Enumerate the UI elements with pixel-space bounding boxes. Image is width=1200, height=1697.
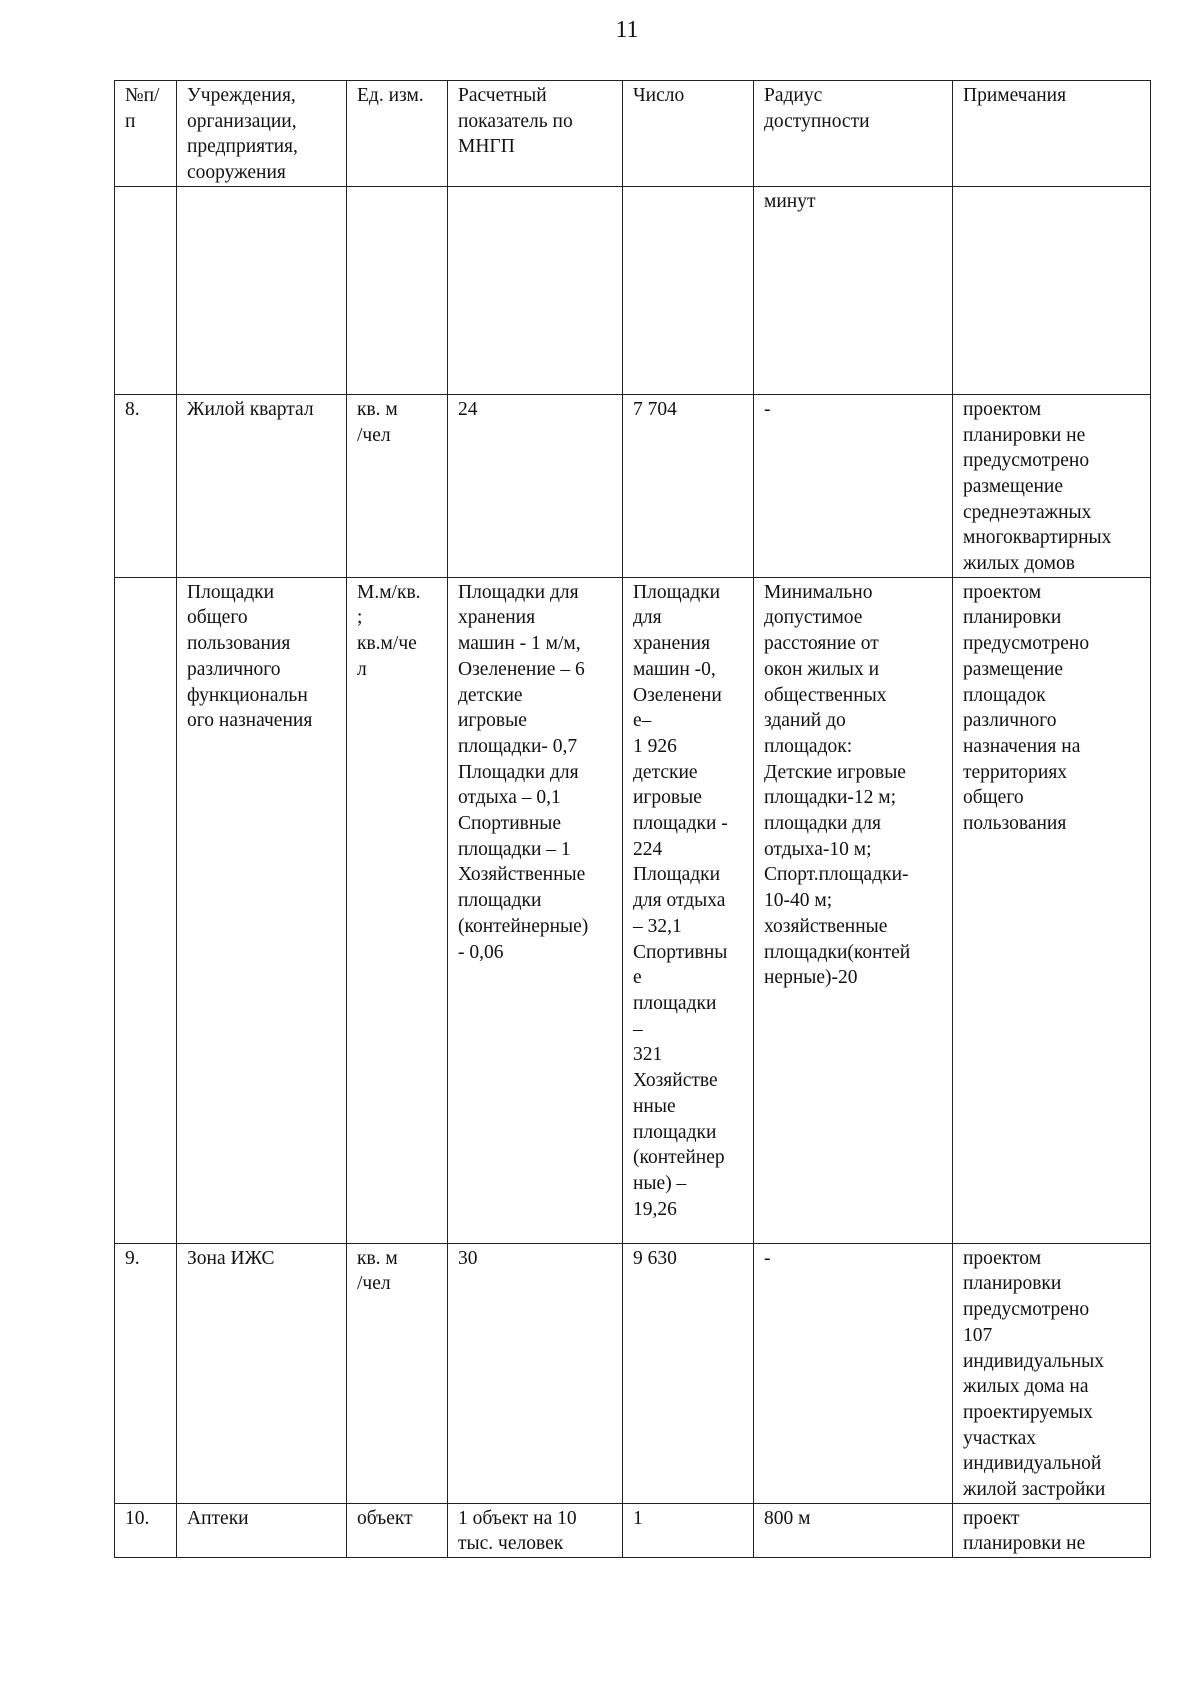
cell-radius: - — [754, 394, 953, 577]
header-cell-unit: Ед. изм. — [347, 81, 448, 187]
cell-unit: объект — [347, 1503, 448, 1557]
cell-norm: 30 — [448, 1243, 623, 1503]
cell-name: Аптеки — [177, 1503, 347, 1557]
cell-unit: кв. м /чел — [347, 1243, 448, 1503]
cell-name: Зона ИЖС — [177, 1243, 347, 1503]
cell-norm: Площадки для хранения машин - 1 м/м, Озеленение – 6 детские игровые площадки- 0,7 Площадки для отдыха – 0,1 Спортивные площадки – 1 Хозяйственные площадки (контейнерные) - 0,06 — [448, 577, 623, 1243]
header-cell-radius: Радиус доступности — [754, 81, 953, 187]
cell-norm — [448, 186, 623, 394]
header-cell-notes: Примечания — [953, 81, 1151, 187]
header-cell-count: Число — [623, 81, 754, 187]
header-cell-institutions: Учреждения, организации, предприятия, сооружения — [177, 81, 347, 187]
page-number: 11 — [615, 17, 639, 43]
cell-count: Площадки для хранения машин -0, Озеленени е– 1 926 детские игровые площадки - 224 Площадки для отдыха – 32,1 Спортивны е площадки – 321 Хозяйстве нные площадки (контейнер ные) – 19,26 — [623, 577, 754, 1243]
table-row — [115, 186, 1151, 394]
cell-number — [115, 186, 177, 394]
table-row — [115, 394, 1151, 577]
cell-number: 9. — [115, 1243, 177, 1503]
cell-note: проектом планировки предусмотрено 107 индивидуальных жилых дома на проектируемых участках индивидуальной жилой застройки — [953, 1243, 1151, 1503]
facilities-table — [114, 80, 1151, 1558]
cell-number — [115, 577, 177, 1243]
cell-note: проектом планировки предусмотрено размещение площадок различного назначения на территориях общего пользования — [953, 577, 1151, 1243]
cell-radius: Минимально допустимое расстояние от окон жилых и общественных зданий до площадок: Детские игровые площадки-12 м; площадки для отдыха-10 м; Спорт.площадки- 10-40 м; хозяйственные площадки(контей нерные)-20 — [754, 577, 953, 1243]
cell-note — [953, 186, 1151, 394]
cell-name: Жилой квартал — [177, 394, 347, 577]
cell-unit: М.м/кв. ; кв.м/че л — [347, 577, 448, 1243]
header-cell-norm: Расчетный показатель по МНГП — [448, 81, 623, 187]
cell-number: 10. — [115, 1503, 177, 1557]
table-row — [115, 577, 1151, 1243]
cell-count: 7 704 — [623, 394, 754, 577]
table-row — [115, 1503, 1151, 1557]
cell-note: проектом планировки не предусмотрено размещение среднеэтажных многоквартирных жилых домов — [953, 394, 1151, 577]
cell-radius: минут — [754, 186, 953, 394]
cell-count — [623, 186, 754, 394]
cell-norm: 1 объект на 10 тыс. человек — [448, 1503, 623, 1557]
cell-note: проект планировки не — [953, 1503, 1151, 1557]
cell-count: 1 — [623, 1503, 754, 1557]
cell-radius: - — [754, 1243, 953, 1503]
cell-name — [177, 186, 347, 394]
cell-count: 9 630 — [623, 1243, 754, 1503]
cell-norm: 24 — [448, 394, 623, 577]
cell-unit: кв. м /чел — [347, 394, 448, 577]
cell-number: 8. — [115, 394, 177, 577]
cell-radius: 800 м — [754, 1503, 953, 1557]
table-header-row — [115, 81, 1151, 187]
table-row — [115, 1243, 1151, 1503]
cell-name: Площадки общего пользования различного функциональн ого назначения — [177, 577, 347, 1243]
cell-unit — [347, 186, 448, 394]
header-cell-number: №п/ п — [115, 81, 177, 187]
